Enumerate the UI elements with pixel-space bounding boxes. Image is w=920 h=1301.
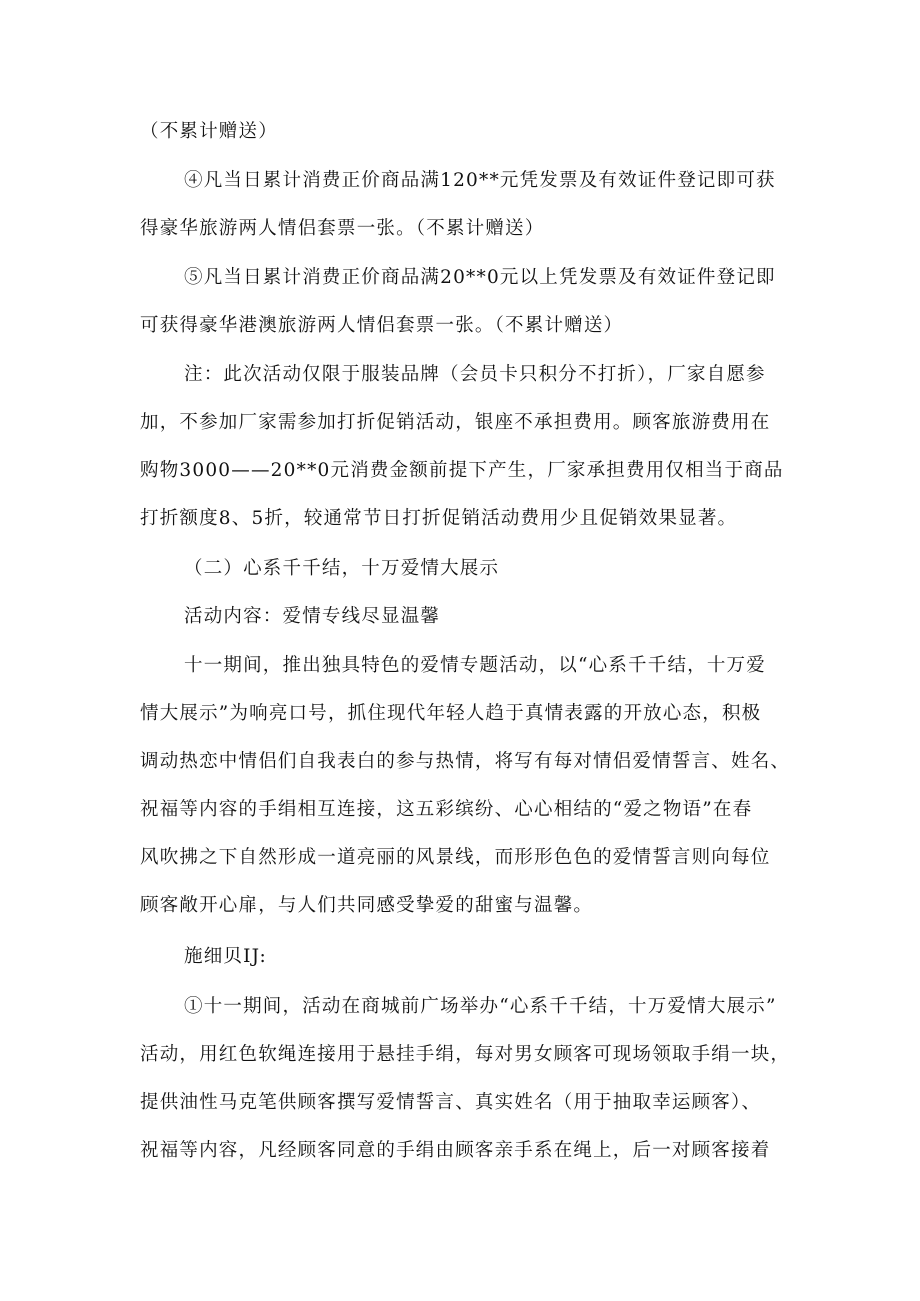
text-line: 调动热恋中情侣们自我表白的参与热情，将写有每对情侣爱情誓言、姓名、 (140, 751, 791, 772)
paragraph-implementation-1 (140, 983, 800, 1175)
text-line: 可获得豪华港澳旅游两人情侣套票一张。（不累计赠送） (140, 315, 624, 336)
text-line: 提供油性马克笔供顾客撰写爱情誓言、真实姓名（用于抽取幸运顾客）、 (140, 1092, 762, 1113)
paragraph-note (140, 351, 800, 543)
text-line: 活动，用红色软绳连接用于悬挂手绢，每对男女顾客可现场领取手绢一块， (140, 1044, 791, 1065)
text-line: 十一期间，推出独具特色的爱情专题活动，以“心系千千结，十万爱 (184, 655, 766, 676)
paragraph-activity-content (140, 593, 800, 641)
text-line: （不累计赠送） (140, 121, 278, 142)
paragraph-no-accumulate-note (140, 108, 800, 156)
text-line: 注：此次活动仅限于服装品牌（会员卡只积分不打折），厂家自愿参 (184, 364, 766, 385)
text-line: 祝福等内容，凡经顾客同意的手绢由顾客亲手系在绳上，后一对顾客接着 (140, 1140, 771, 1161)
paragraph-item-4 (140, 157, 800, 253)
paragraph-implementation-heading (140, 933, 800, 981)
text-line: ④凡当日累计消费正价商品满120**元凭发票及有效证件登记即可获 (184, 170, 776, 191)
paragraph-description (140, 642, 800, 930)
text-line: 风吹拂之下自然形成一道亮丽的风景线，而形形色色的爱情誓言则向每位 (140, 847, 771, 868)
text-line: 购物3000——20**0元消费金额前提下产生，厂家承担费用仅相当于商品 (140, 460, 784, 481)
text-line: （二）心系千千结，十万爱情大展示 (184, 558, 500, 579)
section-heading (140, 545, 800, 593)
text-line: ①十一期间，活动在商城前广场举办“心系千千结，十万爱情大展示” (184, 996, 777, 1017)
text-line: 情大展示”为响亮口号，抓住现代年轻人趋于真情表露的开放心态，积极 (140, 703, 762, 724)
text-line: 顾客敞开心扉，与人们共同感受挚爱的甜蜜与温馨。 (140, 895, 594, 916)
text-line: 加，不参加厂家需参加打折促销活动，银座不承担费用。顾客旅游费用在 (140, 412, 771, 433)
text-line: ⑤凡当日累计消费正价商品满20**0元以上凭发票及有效证件登记即 (184, 267, 776, 288)
text-line: 得豪华旅游两人情侣套票一张。（不累计赠送） (140, 218, 545, 239)
text-line: 打折额度8、5折，较通常节日打折促销活动费用少且促销效果显著。 (140, 508, 738, 529)
text-line: 祝福等内容的手绢相互连接，这五彩缤纷、心心相结的“爱之物语”在春 (140, 799, 753, 820)
text-line: 施细贝IJ: (184, 946, 267, 967)
text-line: 活动内容：爱情专线尽显温馨 (184, 606, 441, 627)
paragraph-item-5 (140, 254, 800, 350)
